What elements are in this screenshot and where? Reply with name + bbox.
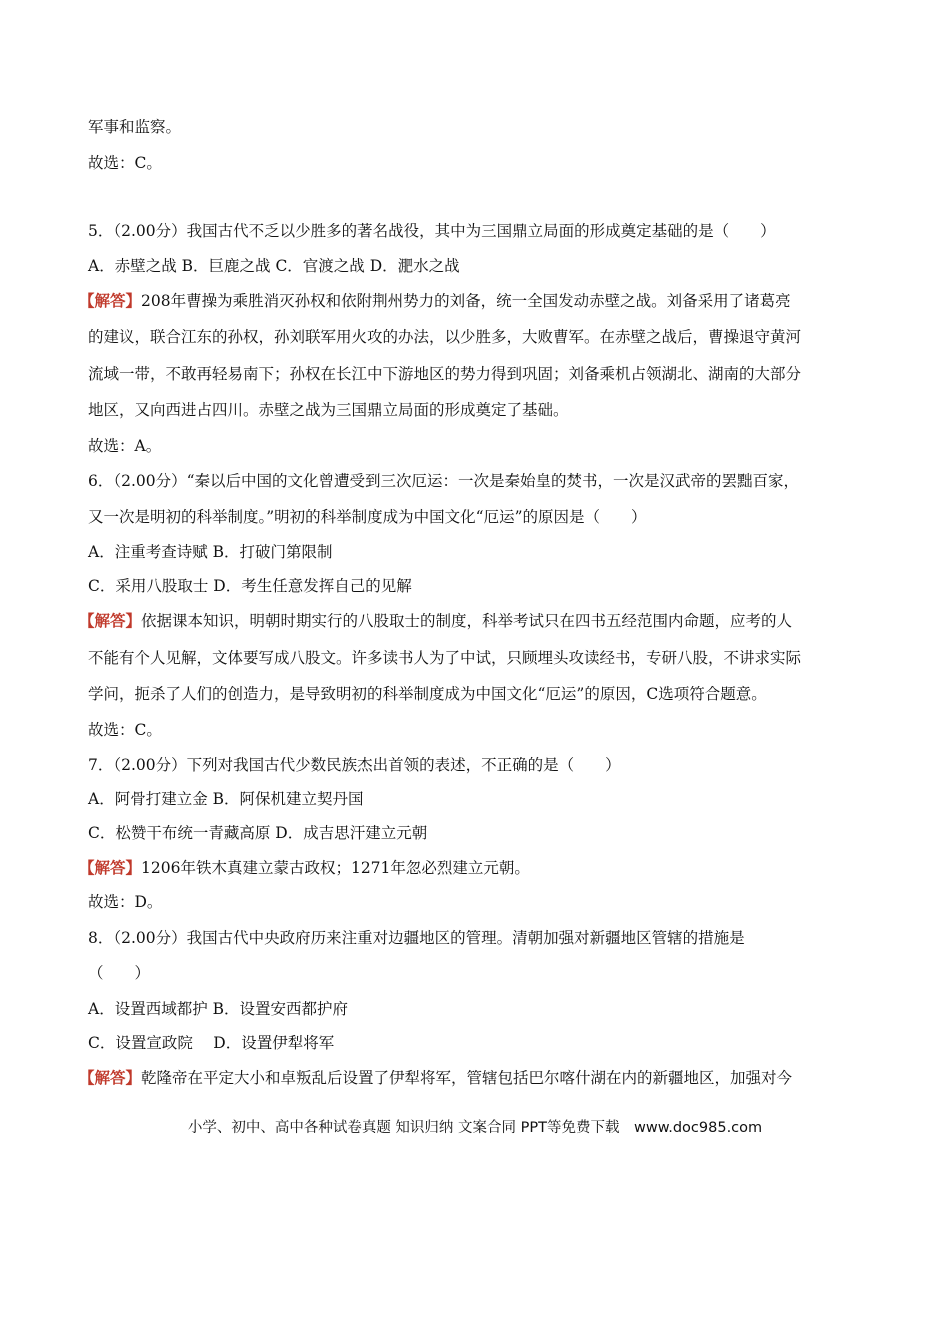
text-line: 故选：D。 [88, 893, 163, 911]
text-line: 又一次是明初的科举制度。”明初的科举制度成为中国文化“厄运”的原因是（ ） [88, 508, 647, 526]
options-5: A．赤壁之战 B．巨鹿之战 C．官渡之战 D．淝水之战 [88, 257, 460, 275]
answer-tag: 【解答】 [79, 611, 142, 630]
question-5: 5．（2.00分）我国古代不乏以少胜多的著名战役，其中为三国鼎立局面的形成奠定基础的是（ ） [88, 222, 776, 240]
question-7: 7．（2.00分）下列对我国古代少数民族杰出首领的表述，不正确的是（ ） [88, 756, 621, 774]
page-footer: 小学、初中、高中各种试卷真题 知识归纳 文案合同 PPT等免费下载 www.doc985.com [187, 1120, 763, 1136]
text-line: 的建议，联合江东的孙权，孙刘联军用火攻的办法，以少胜多，大败曹军。在赤壁之战后，曹操退守黄河 [88, 328, 802, 346]
options-7: C．松赞干布统一青藏高原 D．成吉思汗建立元朝 [88, 824, 428, 842]
answer-tag: 【解答】 [79, 291, 142, 310]
question-8: 8．（2.00分）我国古代中央政府历来注重对边疆地区的管理。清朝加强对新疆地区管辖的措施是 [88, 929, 745, 947]
answer-tag: 【解答】 [79, 1068, 142, 1087]
text-line: 军事和监察。 [88, 118, 182, 136]
text-line: 学问，扼杀了人们的创造力，是导致明初的科举制度成为中国文化“厄运”的原因，C选项符合题意。 [88, 685, 767, 703]
options-8: C．设置宣政院 D．设置伊犁将军 [88, 1034, 335, 1052]
answer-6: 【解答】依据课本知识，明朝时期实行的八股取士的制度，科举考试只在四书五经范围内命题，应考的人 [79, 611, 793, 630]
options-6: A．注重考查诗赋 B．打破门第限制 [88, 543, 333, 561]
text-line: 故选：A。 [88, 437, 162, 455]
text-line: 流域一带，不敢再轻易南下；孙权在长江中下游地区的势力得到巩固；刘备乘机占领湖北、湖南的大部分 [88, 365, 802, 383]
question-6: 6．（2.00分）“秦以后中国的文化曾遭受到三次厄运：一次是秦始皇的焚书，一次是汉武帝的罢黜百家， [88, 472, 800, 490]
text-line: （ ） [88, 964, 151, 982]
answer-5: 【解答】208年曹操为乘胜消灭孙权和依附荆州势力的刘备，统一全国发动赤壁之战。刘备采用了诸葛亮 [79, 291, 791, 310]
text-line: 不能有个人见解，文体要写成八股文。许多读书人为了中试，只顾埋头攻读经书，专研八股，不讲求实际 [88, 649, 802, 667]
text-line: 地区，又向西进占四川。赤壁之战为三国鼎立局面的形成奠定了基础。 [88, 401, 569, 419]
answer-8: 【解答】乾隆帝在平定大小和卓叛乱后设置了伊犁将军，管辖包括巴尔喀什湖在内的新疆地区，加强对今 [79, 1068, 793, 1087]
text-line: 故选：C。 [88, 721, 162, 739]
answer-7: 【解答】1206年铁木真建立蒙古政权；1271年忽必烈建立元朝。 [79, 858, 530, 877]
answer-tag: 【解答】 [79, 858, 142, 877]
text-line: 故选：C。 [88, 154, 162, 172]
options-6: C．采用八股取士 D．考生任意发挥自己的见解 [88, 577, 412, 595]
options-8: A．设置西域都护 B．设置安西都护府 [88, 1000, 349, 1018]
options-7: A．阿骨打建立金 B．阿保机建立契丹国 [88, 790, 364, 808]
